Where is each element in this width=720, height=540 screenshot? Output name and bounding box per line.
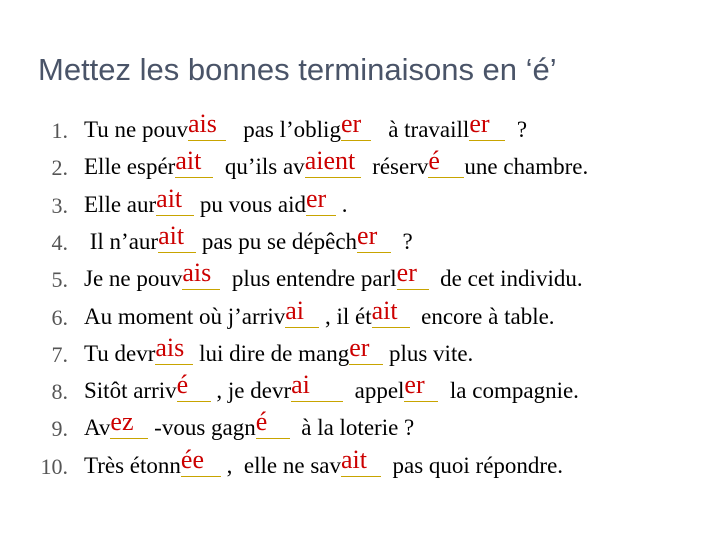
answer-ending: ait xyxy=(158,220,185,250)
sentence-text: Av xyxy=(84,415,111,441)
sentence-text: , il ét xyxy=(319,303,372,329)
answer-ending: er xyxy=(404,370,425,400)
answer-ending: er xyxy=(349,332,370,362)
item-number: 5. xyxy=(51,267,68,293)
answer-ending: er xyxy=(357,220,378,250)
sentence-text: pas quoi répondre. xyxy=(381,452,564,478)
sentence-text: Tu ne pouv xyxy=(84,117,188,142)
sentence xyxy=(84,109,528,143)
sentence-text: Sitôt arriv xyxy=(84,378,177,404)
page-title: Mettez les bonnes terminaisons en ‘é’ xyxy=(38,52,557,87)
sentence-text: Tu devr xyxy=(84,340,156,366)
answer-blank[interactable] xyxy=(305,183,336,216)
exercise-row xyxy=(0,222,720,258)
answer-ending: er xyxy=(469,109,490,138)
answer-ending: er xyxy=(305,183,327,213)
answer-blank[interactable] xyxy=(176,370,211,402)
sentence-text: Elle espér xyxy=(84,154,176,180)
sentence-text: pas pu se dépêch xyxy=(196,228,358,254)
answer-ending: é xyxy=(428,146,440,176)
answer-blank[interactable] xyxy=(371,295,410,328)
sentence-text: à travaill xyxy=(370,117,470,142)
item-number: 6. xyxy=(51,304,68,330)
sentence-text: . xyxy=(335,191,348,217)
answer-blank[interactable] xyxy=(182,258,220,290)
sentence-text: , je devr xyxy=(210,378,292,404)
answer-ending: é xyxy=(255,407,268,437)
answer-ending: ais xyxy=(155,332,185,362)
sentence xyxy=(84,444,564,479)
answer-blank[interactable] xyxy=(396,258,429,290)
exercise-row xyxy=(0,408,720,444)
sentence-text: de cet individu. xyxy=(428,266,583,292)
sentence-text: une chambre. xyxy=(464,154,589,180)
sentence xyxy=(84,370,579,404)
answer-ending: er xyxy=(340,109,362,138)
answer-ending: ait xyxy=(341,444,367,474)
sentence-text: à la loterie ? xyxy=(289,415,415,441)
answer-blank[interactable] xyxy=(304,146,361,178)
sentence-text: la compagnie. xyxy=(438,378,579,404)
sentence-text: Au moment où j’arriv xyxy=(84,303,286,329)
answer-blank[interactable] xyxy=(156,183,194,216)
exercise-row xyxy=(0,185,720,221)
sentence-text: pas l’oblig xyxy=(225,117,341,142)
answer-ending: ait xyxy=(371,295,398,325)
item-number: 9. xyxy=(51,416,68,442)
answer-blank[interactable] xyxy=(155,332,193,365)
item-number: 10. xyxy=(40,453,68,479)
sentence xyxy=(84,332,474,367)
answer-blank[interactable] xyxy=(285,295,319,328)
answer-ending: ai xyxy=(291,370,310,400)
sentence-text: encore à table. xyxy=(409,303,555,329)
answer-ending: er xyxy=(396,258,417,288)
answer-ending: ée xyxy=(180,444,205,474)
answer-blank[interactable] xyxy=(349,332,383,365)
answer-ending: ais xyxy=(182,258,212,288)
answer-ending: aient xyxy=(304,146,356,176)
exercise-row xyxy=(0,147,720,183)
answer-blank[interactable] xyxy=(180,444,221,477)
exercise-row xyxy=(0,371,720,407)
item-number: 3. xyxy=(51,192,68,218)
answer-blank[interactable] xyxy=(291,370,343,402)
sentence-text: plus entendre parl xyxy=(220,266,397,292)
sentence-text: , elle ne sav xyxy=(220,452,341,478)
answer-blank[interactable] xyxy=(340,109,371,141)
sentence xyxy=(84,258,583,292)
item-number: 2. xyxy=(51,155,68,181)
answer-ending: ez xyxy=(110,407,134,437)
answer-ending: ait xyxy=(156,183,183,213)
answer-ending: ait xyxy=(175,146,202,176)
item-number: 8. xyxy=(51,379,68,405)
answer-blank[interactable] xyxy=(175,146,213,178)
sentence xyxy=(84,220,413,255)
answer-blank[interactable] xyxy=(341,444,381,477)
item-number: 4. xyxy=(51,229,68,255)
sentence xyxy=(84,183,348,218)
sentence xyxy=(84,146,589,180)
sentence-text: pu vous aid xyxy=(194,191,306,217)
item-number: 7. xyxy=(51,341,68,367)
answer-blank[interactable] xyxy=(255,407,290,439)
answer-blank[interactable] xyxy=(357,220,391,253)
exercise-row xyxy=(0,446,720,482)
sentence-text: Il n’aur xyxy=(84,228,159,254)
exercise-row xyxy=(0,110,720,146)
sentence-text: Elle aur xyxy=(84,191,157,217)
answer-blank[interactable] xyxy=(404,370,438,402)
exercise-row xyxy=(0,334,720,370)
exercise-row xyxy=(0,259,720,295)
sentence-text: ? xyxy=(391,228,413,254)
sentence-text: appel xyxy=(343,378,405,404)
sentence-text: qu’ils av xyxy=(213,154,305,180)
sentence-text: lui dire de mang xyxy=(193,340,350,366)
sentence xyxy=(84,407,415,441)
answer-blank[interactable] xyxy=(110,407,148,439)
sentence-text: Je ne pouv xyxy=(84,266,183,292)
sentence-text: ? xyxy=(505,117,528,142)
answer-ending: ai xyxy=(285,295,304,325)
answer-blank[interactable] xyxy=(158,220,196,253)
answer-blank[interactable] xyxy=(469,109,505,141)
exercise-row xyxy=(0,297,720,333)
sentence-text: plus vite. xyxy=(383,340,474,366)
sentence-text: -vous gagn xyxy=(148,415,256,441)
answer-blank[interactable] xyxy=(428,146,464,178)
sentence-text: réserv xyxy=(360,154,429,180)
answer-ending: ais xyxy=(187,109,217,138)
answer-ending: é xyxy=(176,370,189,400)
sentence xyxy=(84,295,555,330)
item-number: 1. xyxy=(51,118,68,143)
answer-blank[interactable] xyxy=(187,109,226,141)
sentence-text: Très étonn xyxy=(84,452,181,478)
